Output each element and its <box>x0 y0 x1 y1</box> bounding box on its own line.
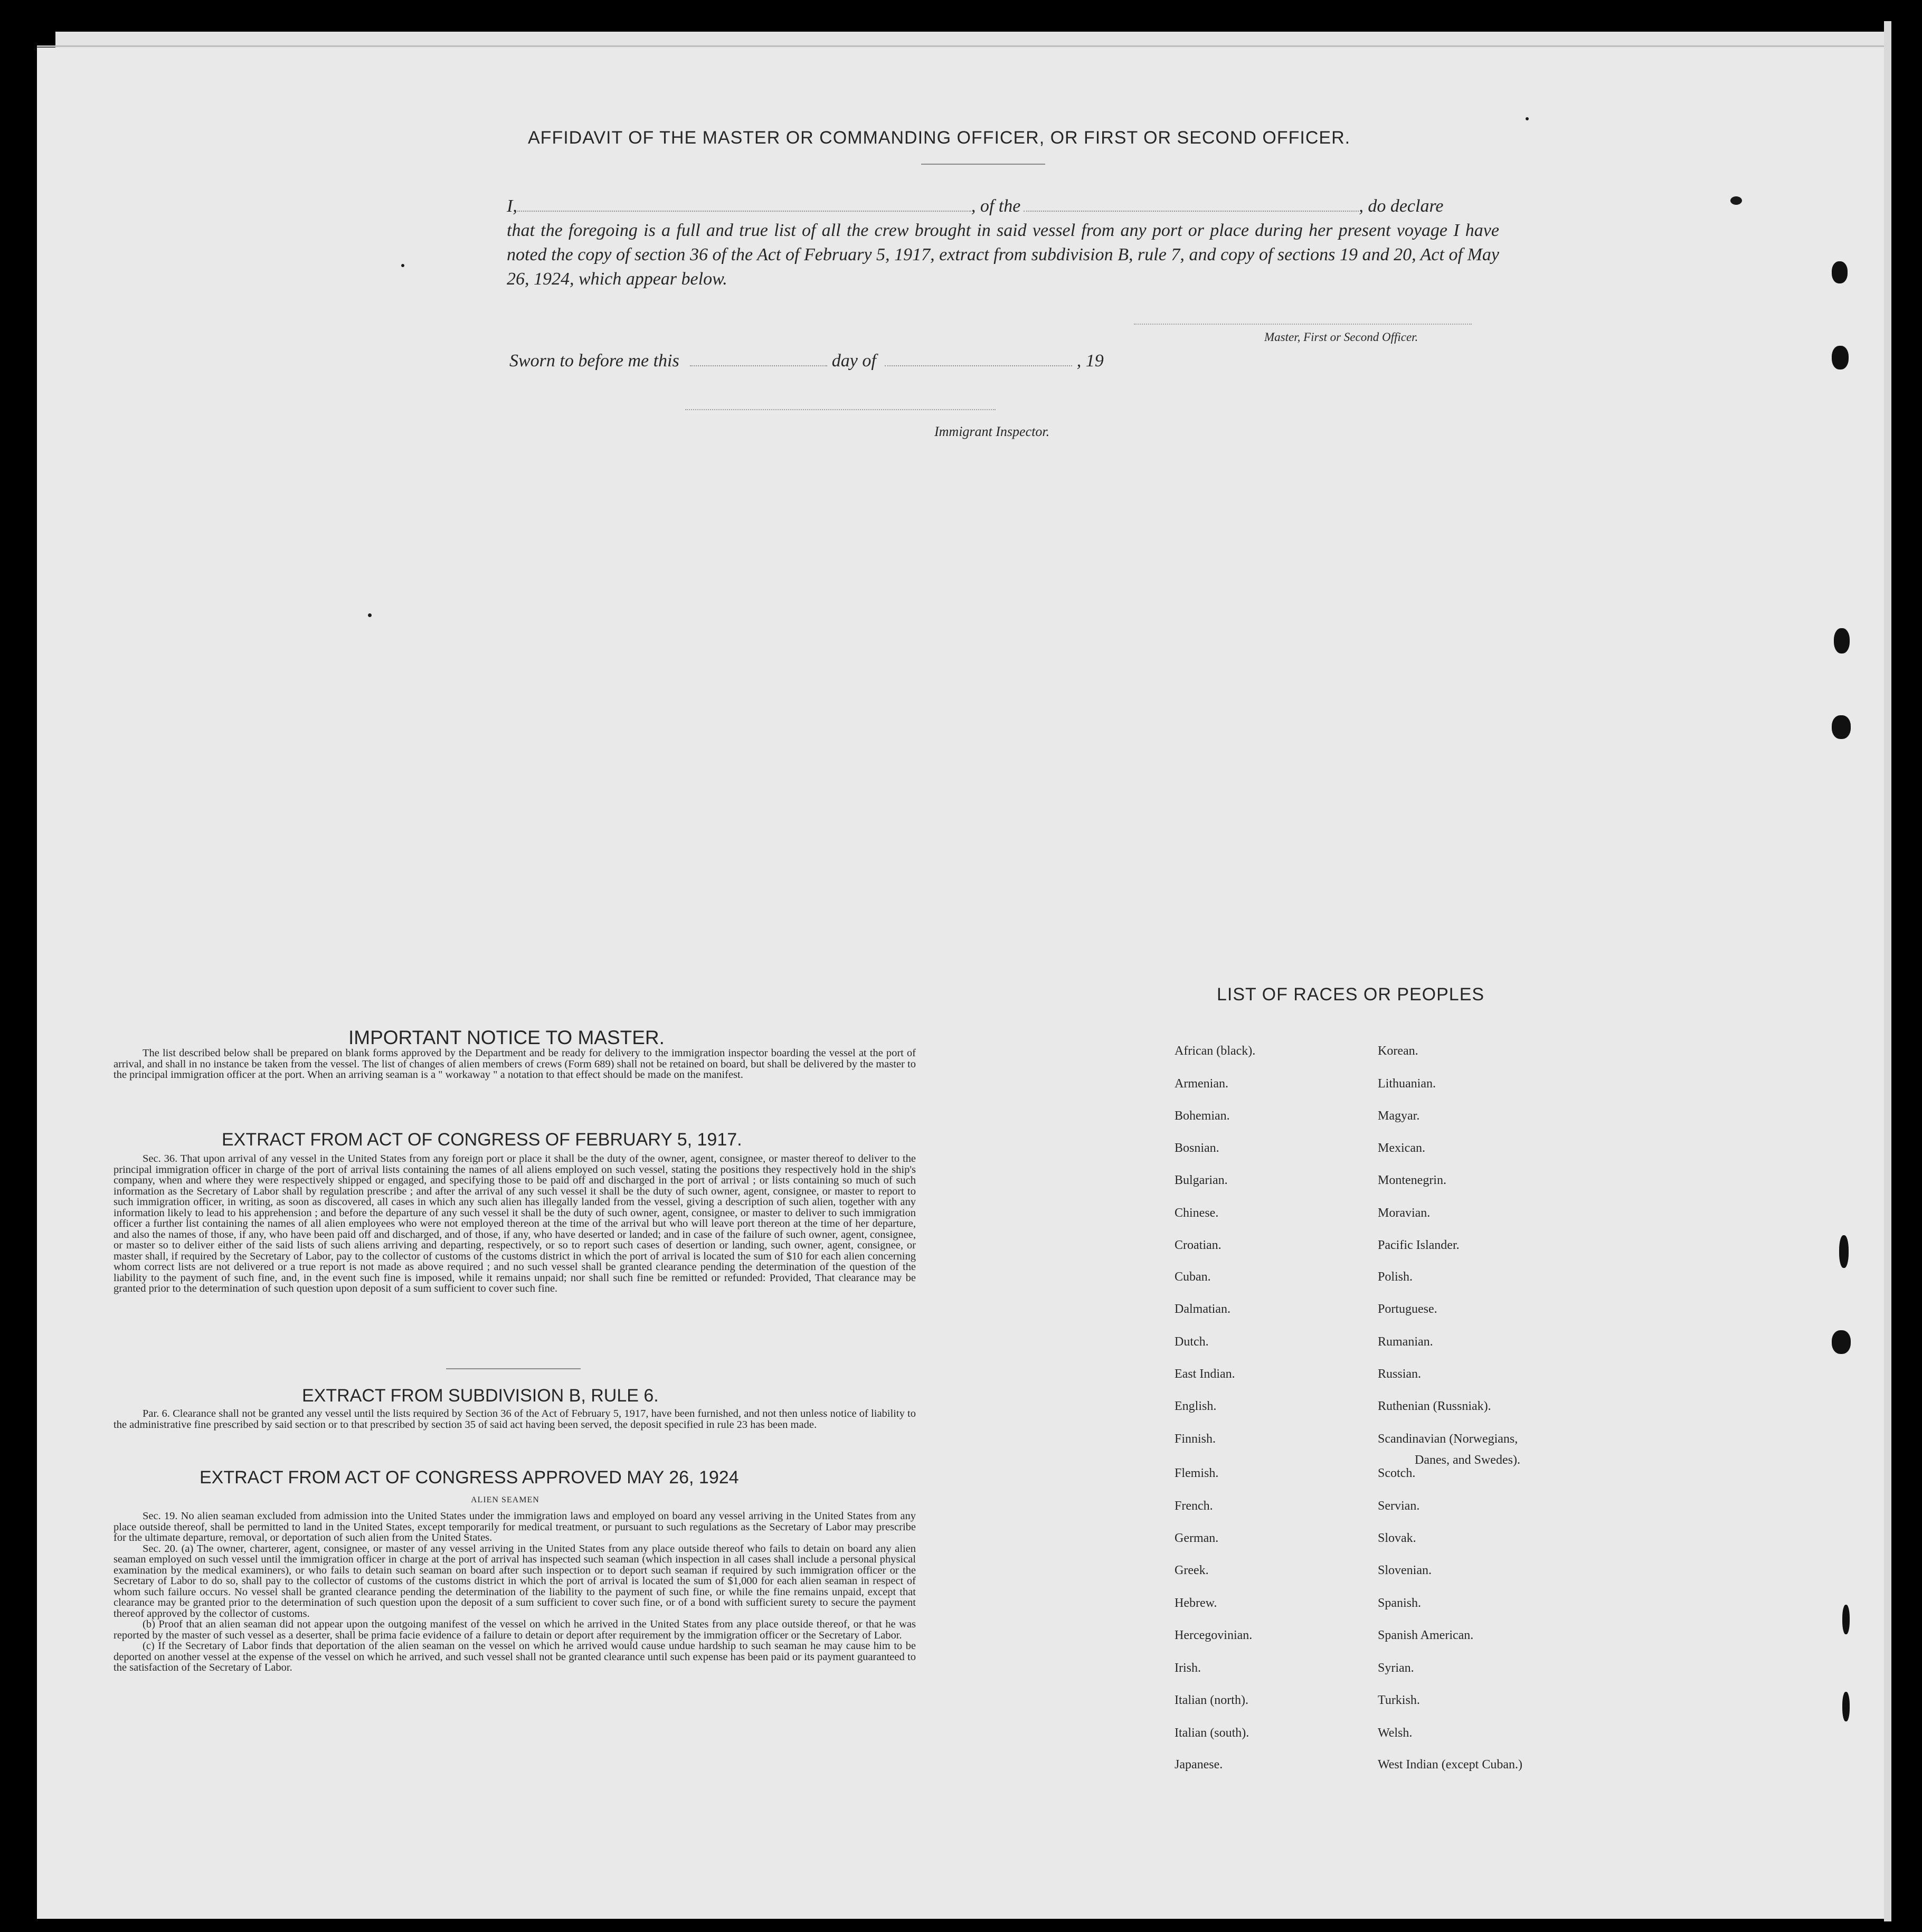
title-rule <box>921 164 1045 165</box>
vessel-blank[interactable] <box>1024 210 1359 212</box>
race-item-right: Servian. <box>1378 1499 1420 1513</box>
binding-hole <box>1832 346 1849 370</box>
sec-20a-paragraph: Sec. 20. (a) The owner, charterer, agent, consignee, or master of any vessel arriving in the United States from any place outside thereof who fails to detain on board any alien seaman employed on such vessel until the immigration officer in charge at the port of arrival has inspected such seaman (which inspection in all cases shall include a personal physical examination by the medical examiners), or who fails to detain such seaman on board after such inspection or to deport such seaman if required by such immigration officer or the Secretary of Labor to do so, shall pay to the collector of customs of the customs district in which the port of arrival is located the sum of $1,000 for each alien seaman in respect of whom such failure occurs. No vessel shall be granted clearance pending the determination of the liability to the payment of such fine, or while the fine remains unpaid, except that clearance may be granted prior to the determination of such question upon the deposit of a sum sufficient to cover such fine, or of a bond with sufficient surety to secure the payment thereof approved by the collector of customs. <box>113 1542 916 1620</box>
sec-19-paragraph: Sec. 19. No alien seaman excluded from admission into the United States under the immigration laws and employed on board any vessel arriving in the United States from any place outside thereof, shall be permitted to land in the United States, except temporarily for medical treatment, or pursuant to such regulations as the Secretary of Labor may prescribe for the ultimate departure, removal, or deportation of such alien from the United States. <box>113 1510 916 1543</box>
sworn-day-blank[interactable] <box>690 365 827 366</box>
section-36-paragraph: Sec. 36. That upon arrival of any vessel in the United States from any foreign port or place it shall be the duty of the owner, agent, consignee, or master thereof to deliver to the principal immigration officer in charge of the port of arrival lists containing the names of all aliens employed on such vessel, stating the positions they respectively hold in the ship's company, when and where they were respectively shipped or engaged, and specifying those to be paid off and discharged in the port of arrival ; or lists containing so much of such information as the Secretary of Labor shall by regulation prescribe ; and after the arrival of any such vessel it shall be the duty of such owner, agent, consignee, or master to report to such immigration officer, in writing, as soon as discovered, all cases in which any such alien has illegally landed from the vessel, giving a description of such alien, together with any information likely to lead to his apprehension ; and before the departure of any such vessel it shall be the duty of such owner, agent, consignee, or master to deliver to such immigration officer a further list containing the names of all alien employees who were not employed thereon at the time of the arrival but who will leave port thereon at the time of her departure, and also the names of those, if any, who have been paid off and discharged, and of those, if any, who have deserted or landed; and in case of the failure of such owner, agent, consignee, or master so to deliver either of the said lists of such aliens arriving and departing, respectively, or so to report such cases of desertion or landing, such owner, agent, consignee, or master shall, if required by the Secretary of Labor, pay to the collector of customs of the customs district in which the port of arrival is located the sum of $10 for each alien concerning whom correct lists are not delivered or a true report is not made as above required ; and no such vessel shall be granted clearance pending the determination of the question of the liability to the payment of such fine, and, in the event such fine is imposed, while it remains unpaid; nor shall such fine be remitted or refunded: Provided, That clearance may be granted prior to the determination of such question upon deposit of a sum sufficient to cover such fine. <box>113 1153 916 1294</box>
race-item-right: Turkish. <box>1378 1693 1420 1707</box>
affidavit-body <box>507 194 1499 291</box>
race-item-right: Slovak. <box>1378 1531 1416 1545</box>
binding-hole <box>1832 715 1851 739</box>
race-item-right: Spanish. <box>1378 1596 1422 1610</box>
inspector-signature-line[interactable] <box>685 409 996 410</box>
race-item-right: Pacific Islander. <box>1378 1238 1460 1252</box>
signature-line[interactable] <box>1134 324 1472 326</box>
stacked-page-edge <box>1884 21 1891 1921</box>
sworn-day-of: day of <box>831 351 876 371</box>
race-item-left: Irish. <box>1175 1661 1201 1675</box>
race-item-right: Polish. <box>1378 1270 1413 1284</box>
race-item-right: Montenegrin. <box>1378 1173 1446 1187</box>
race-item-left: Bohemian. <box>1175 1109 1230 1123</box>
race-item-right: Ruthenian (Russniak). <box>1378 1399 1491 1413</box>
race-item-right: Magyar. <box>1378 1109 1420 1123</box>
affidavit-of-the-label: , of the <box>971 196 1021 216</box>
race-item-left: Cuban. <box>1175 1270 1211 1284</box>
race-item-right: Rumanian. <box>1378 1335 1433 1349</box>
extract-1924-title: EXTRACT FROM ACT OF CONGRESS APPROVED MAY 26, 1924 <box>200 1467 739 1488</box>
sworn-month-blank[interactable] <box>885 365 1072 366</box>
affidavit-declaration-line <box>507 194 1499 219</box>
race-item-left: Dalmatian. <box>1175 1302 1230 1316</box>
section-rule <box>446 1368 581 1369</box>
race-item-left: Hercegovinian. <box>1175 1628 1253 1642</box>
extract-rule6-text <box>113 1408 916 1430</box>
extract-1924-text <box>113 1511 916 1673</box>
races-title: LIST OF RACES OR PEOPLES <box>1217 984 1485 1005</box>
extract-1917-title: EXTRACT FROM ACT OF CONGRESS OF FEBRUARY 5, 1917. <box>222 1130 742 1150</box>
race-item-right: Russian. <box>1378 1367 1422 1381</box>
notice-text <box>113 1048 916 1081</box>
race-item-left: Dutch. <box>1175 1335 1209 1349</box>
affidavit-i-label: I, <box>507 196 517 216</box>
affidavit-statement: that the foregoing is a full and true list of all the crew brought in said vessel from any port or place during her present voyage I have noted the copy of section 36 of the Act of February 5, 1917, extract from subdivision B, rule 7, and copy of sections 19 and 20, Act of May 26, 1924, which appear below. <box>507 221 1499 289</box>
race-item-left: Chinese. <box>1175 1206 1219 1220</box>
name-blank[interactable] <box>517 210 971 212</box>
scan-speck <box>401 264 404 267</box>
scan-speck <box>1526 117 1529 120</box>
race-item-right: Welsh. <box>1378 1726 1413 1740</box>
scan-speck <box>368 613 372 617</box>
race-item-left: Hebrew. <box>1175 1596 1217 1610</box>
page-edge <box>37 45 1887 47</box>
race-item-left: French. <box>1175 1499 1213 1513</box>
affidavit-title: AFFIDAVIT OF THE MASTER OR COMMANDING OFFICER, OR FIRST OR SECOND OFFICER. <box>528 128 1351 148</box>
sworn-prefix: Sworn to before me this <box>509 351 679 371</box>
race-item-right: Moravian. <box>1378 1206 1431 1220</box>
race-item-right: Lithuanian. <box>1378 1077 1436 1091</box>
inspector-caption: Immigrant Inspector. <box>934 424 1050 439</box>
race-item-left: Italian (south). <box>1175 1726 1249 1740</box>
race-item-right: Scandinavian (Norwegians, <box>1378 1432 1518 1446</box>
race-item-left: Japanese. <box>1175 1758 1223 1772</box>
alien-seamen-heading: ALIEN SEAMEN <box>471 1495 539 1504</box>
sec-20c-paragraph: (c) If the Secretary of Labor finds that deportation of the alien seaman on the vessel on which he arrived would cause undue hardship to such seaman he may cause him to be deported on another vessel at the expense of the vessel on which he arrived, and such vessel shall not be granted clearance until such expense has been paid or its payment guaranteed to the satisfaction of the Secretary of Labor. <box>113 1640 916 1673</box>
race-item-left: Croatian. <box>1175 1238 1222 1252</box>
race-item-left: English. <box>1175 1399 1217 1413</box>
race-item-left: Finnish. <box>1175 1432 1216 1446</box>
race-scandinavian-continued: Danes, and Swedes). <box>1415 1453 1520 1467</box>
extract-rule6-title: EXTRACT FROM SUBDIVISION B, RULE 6. <box>302 1386 659 1406</box>
sec-20b-paragraph: (b) Proof that an alien seaman did not appear upon the outgoing manifest of the vessel on which he arrived in the United States from any place outside thereof, or that he was reported by the master of such vessel as a deserter, shall be prima facie evidence of a failure to detain or deport after requirement by the immigration officer or the Secretary of Labor. <box>113 1618 916 1641</box>
binding-hole <box>1842 1692 1850 1721</box>
race-item-right: West Indian (except Cuban.) <box>1378 1758 1522 1772</box>
scan-speck <box>1730 196 1742 205</box>
race-item-left: African (black). <box>1175 1044 1256 1058</box>
binding-hole <box>1832 261 1848 283</box>
race-item-right: Syrian. <box>1378 1661 1414 1675</box>
par-6-paragraph: Par. 6. Clearance shall not be granted any vessel until the lists required by Section 36 of the Act of February 5, 1917, have been furnished, and not then unless notice of liability to the administrative fine prescribed by said section or to that prescribed by section 35 of said act having been served, the deposit specified in rule 23 has been made. <box>113 1408 916 1431</box>
race-item-left: Armenian. <box>1175 1077 1228 1091</box>
race-item-right: Mexican. <box>1378 1141 1425 1155</box>
race-item-right: Korean. <box>1378 1044 1418 1058</box>
binding-hole <box>1839 1235 1849 1268</box>
race-item-left: German. <box>1175 1531 1219 1545</box>
notice-paragraph: The list described below shall be prepared on blank forms approved by the Department and be ready for delivery to the immigration inspector boarding the vessel at the port of arrival, and shall in no instance be taken from the vessel. The list of changes of alien members of crews (Form 689) shall not be retained on board, but shall be delivered by the master to the principal immigration officer at the port. When an arriving seaman is a " workaway " a notation to that effect should be made on the manifest. <box>113 1047 916 1081</box>
binding-hole <box>1842 1605 1850 1634</box>
race-item-left: Greek. <box>1175 1564 1209 1577</box>
sworn-statement <box>509 351 1104 371</box>
race-item-left: Flemish. <box>1175 1466 1219 1480</box>
notice-title: IMPORTANT NOTICE TO MASTER. <box>348 1027 665 1048</box>
binding-hole <box>1832 1330 1851 1354</box>
race-item-left: Italian (north). <box>1175 1693 1248 1707</box>
signature-caption: Master, First or Second Officer. <box>1264 330 1418 344</box>
race-item-right: Slovenian. <box>1378 1564 1432 1577</box>
race-item-left: East Indian. <box>1175 1367 1235 1381</box>
race-item-left: Bosnian. <box>1175 1141 1219 1155</box>
sworn-year: , 19 <box>1076 351 1104 371</box>
race-item-right: Spanish American. <box>1378 1628 1474 1642</box>
race-item-left: Bulgarian. <box>1175 1173 1228 1187</box>
race-item-right: Portuguese. <box>1378 1302 1437 1316</box>
binding-hole <box>1834 628 1850 654</box>
affidavit-do-declare-label: , do declare <box>1359 196 1444 216</box>
race-item-right: Scotch. <box>1378 1466 1416 1480</box>
extract-1917-text <box>113 1153 916 1294</box>
